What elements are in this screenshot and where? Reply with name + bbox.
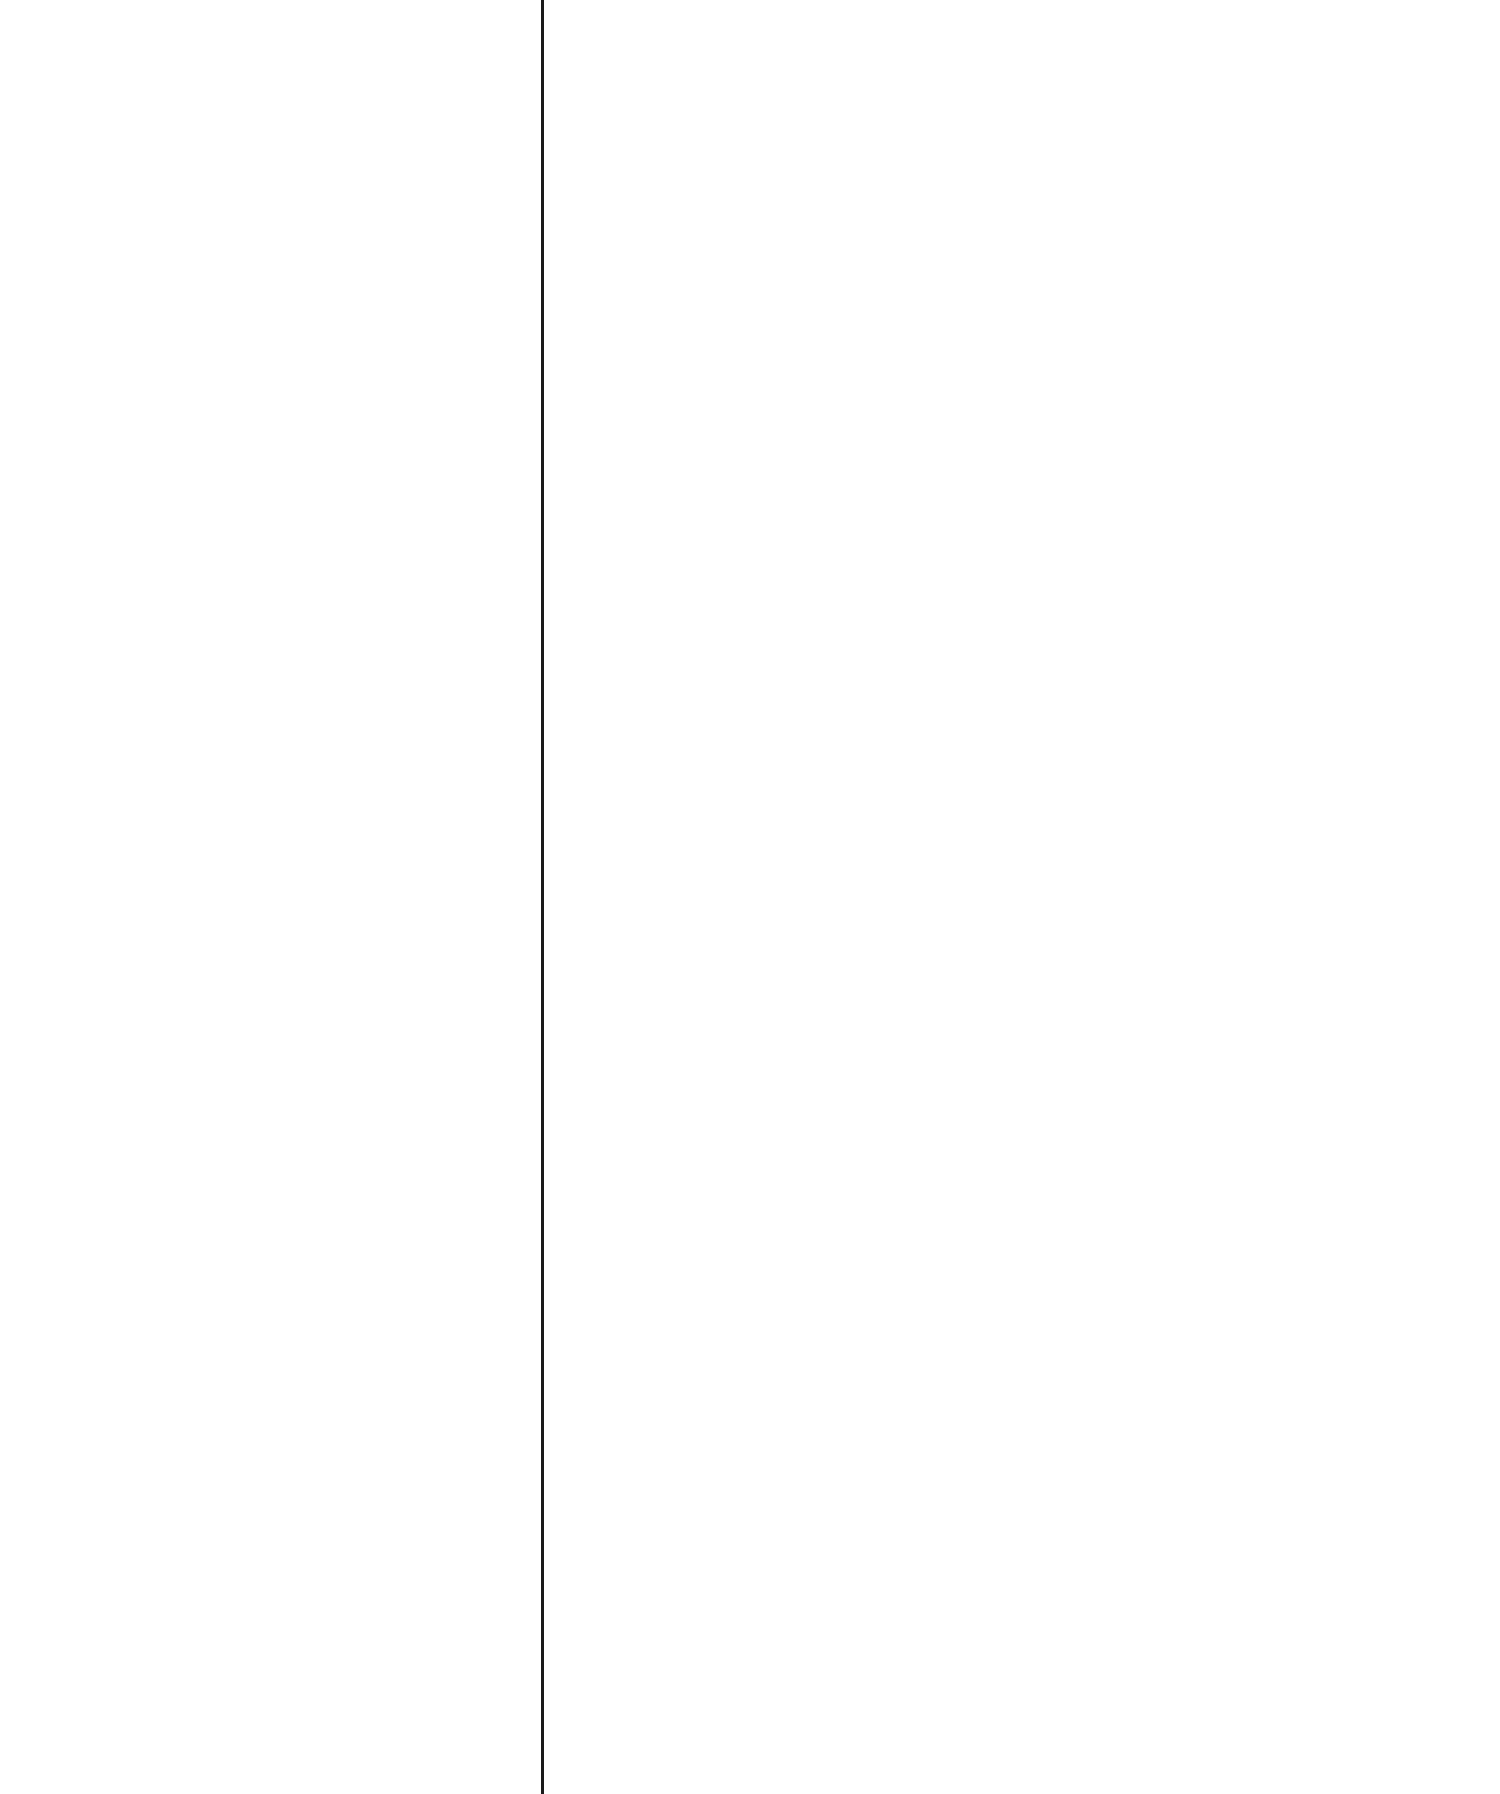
column-divider — [541, 0, 544, 1794]
